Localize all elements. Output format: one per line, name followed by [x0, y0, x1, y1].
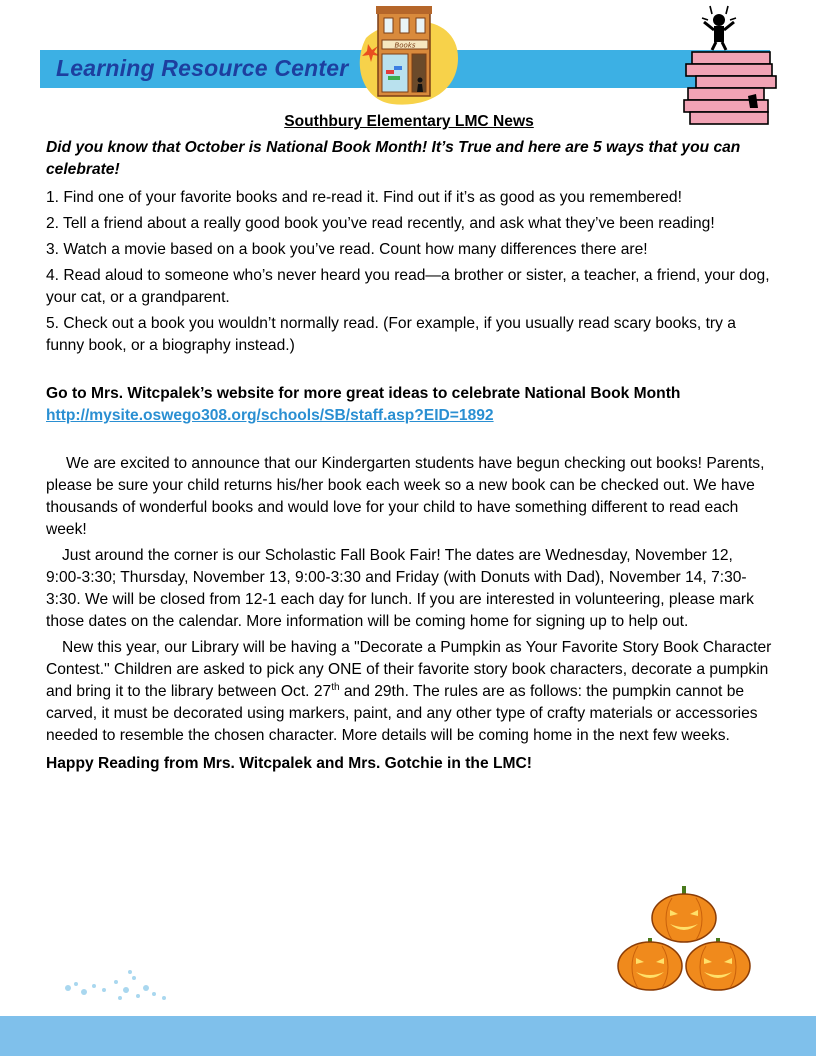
footer-band: [0, 1016, 816, 1056]
celebration-way-4: 4. Read aloud to someone who’s never heard you read—a brother or sister, a teacher, a friend, your dog, your cat, or a grandparent.: [46, 267, 770, 306]
spacer: [46, 431, 772, 453]
closing-line: Happy Reading from Mrs. Witcpalek and Mrs. Gotchie in the LMC!: [46, 755, 532, 772]
newsletter-headline: Southbury Elementary LMC News: [284, 113, 534, 130]
pumpkin-top: [652, 886, 716, 942]
banner-title: Learning Resource Center: [56, 55, 349, 81]
website-paragraph: [46, 383, 772, 427]
pumpkin-text-start: New this year, our Library will be having a "Decorate a Pumpkin as Your Favorite Story Book Character Contest." Children are asked to pick any ONE of their favorite story book characters, decorate a pumpkin and bring it to the library between Oct. 27: [46, 639, 772, 700]
celebration-way-2: 2. Tell a friend about a really good book you’ve read recently, and ask what they’ve been reading!: [46, 215, 715, 232]
pumpkin-text-end: and 29th. The rules are as follows: the pumpkin cannot be carved, it must be decorated using markers, paint, and any other type of crafty materials or accessories needed to resemble the chosen character. More details will be coming home in the next few weeks.: [46, 683, 758, 744]
store-sign: Books: [394, 41, 416, 50]
bookstore-icon: [356, 4, 460, 106]
ordinal-suffix: th: [331, 681, 340, 693]
pumpkin-right: [686, 938, 750, 990]
pumpkin-left: [618, 938, 682, 990]
spacer: [46, 361, 772, 383]
kindergarten-paragraph: We are excited to announce that our Kindergarten students have begun checking out books! Parents, please be sure your child returns his/her book each week so a new book can be checked out. We have thousands of wonderful books and would love for your child to have something different to read each week!: [46, 455, 765, 538]
book-fair-paragraph: Just around the corner is our Scholastic Fall Book Fair! The dates are Wednesday, November 12, 9:00-3:30; Thursday, November 13, 9:00-3:30 and Friday (with Donuts with Dad), November 14, 7:30-3:30. We will be closed from 12-1 each day for lunch. If you are interested in volunteering, please mark those dates on the calendar. More information will be coming home for signing up to help out.: [46, 547, 754, 630]
website-link[interactable]: http://mysite.oswego308.org/schools/SB/staff.asp?EID=1892: [46, 407, 494, 424]
decorative-dots: [60, 968, 180, 1008]
pumpkins-icon: [612, 882, 762, 994]
celebration-way-1: 1. Find one of your favorite books and re-read it. Find out if it’s as good as you remembered!: [46, 189, 682, 206]
celebration-way-5: 5. Check out a book you wouldn’t normally read. (For example, if you usually read scary books, try a funny book, or a biography instead.): [46, 315, 736, 354]
website-text: Go to Mrs. Witcpalek’s website for more great ideas to celebrate National Book Month: [46, 385, 681, 402]
intro-paragraph: Did you know that October is National Book Month! It’s True and here are 5 ways that you can celebrate!: [46, 139, 741, 178]
pumpkin-contest-paragraph: [46, 637, 772, 747]
newsletter-body: [46, 111, 772, 775]
celebration-way-3: 3. Watch a movie based on a book you’ve read. Count how many differences there are!: [46, 241, 648, 258]
reading-kid-on-books-icon: [680, 4, 784, 128]
